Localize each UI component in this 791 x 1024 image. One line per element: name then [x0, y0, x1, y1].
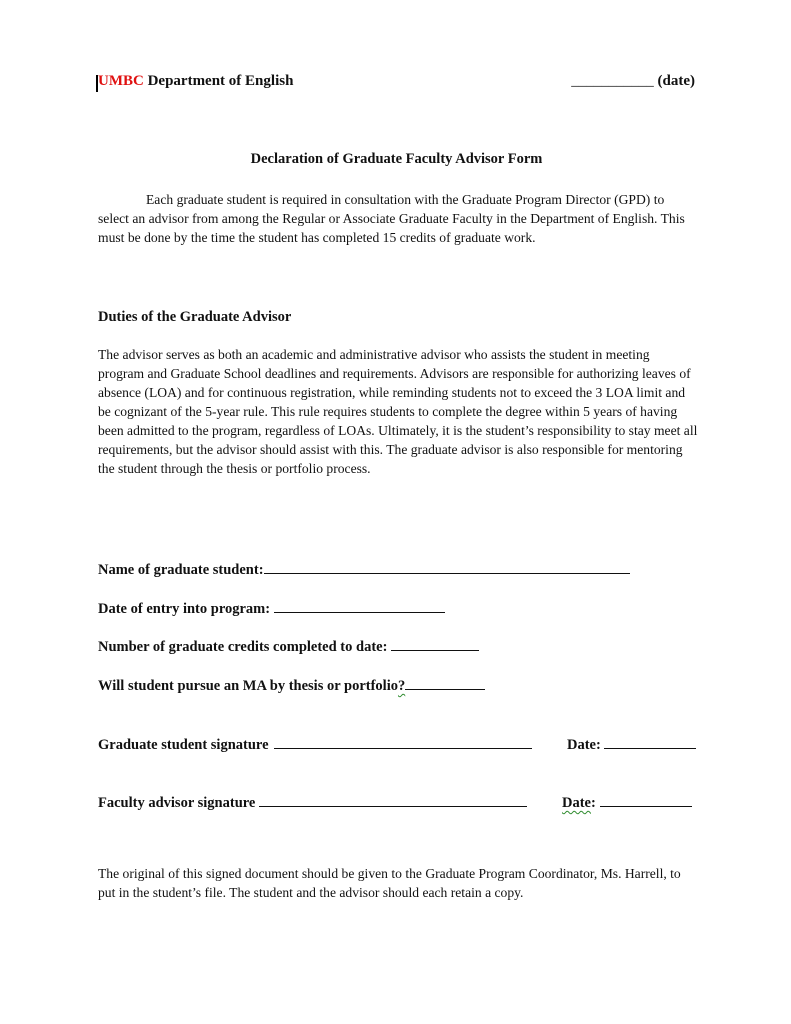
intro-paragraph [98, 190, 698, 247]
header-date-field[interactable] [571, 73, 695, 90]
header-date-label: (date) [653, 73, 695, 89]
entry-date-line[interactable] [274, 598, 445, 613]
student-name-label: Name of graduate student: [98, 562, 264, 578]
student-name-row [98, 559, 630, 579]
department-name: Department of English [143, 73, 294, 89]
intro-text: Each graduate student is required in consultation with the Graduate Program Director (GPD) to select an advisor from among the Regular or Associate Graduate Faculty in the Department of English. This must be done by the time the student has completed 15 credits of graduate work. [98, 192, 685, 245]
student-signature-row [98, 734, 532, 754]
ma-route-line[interactable] [405, 675, 485, 690]
student-name-line[interactable] [264, 559, 630, 574]
student-date-label: Date: [567, 737, 601, 753]
student-signature-line[interactable] [274, 734, 532, 749]
advisor-date-label: Date [562, 795, 591, 811]
duties-heading: Duties of the Graduate Advisor [98, 309, 292, 325]
ma-route-label: Will student pursue an MA by thesis or portfolio [98, 678, 398, 694]
student-date-row [567, 734, 696, 754]
spellcheck-mark: ? [397, 678, 406, 694]
duties-paragraph: The advisor serves as both an academic and administrative advisor who assists the student in meeting program and Graduate School deadlines and requirements. Advisors are responsible for authorizing leaves of absence (LOA) and for continuous registration, while reminding students not to exceed the 3 LOA limit and be cognizant of the 5-year rule. This rule requires students to complete the degree within 5 years of having been admitted to the program, regardless of LOAs. Ultimately, it is the student’s responsibility to stay meet all requirements, but the advisor should assist with this. The graduate advisor is also responsible for mentoring the student through the thesis or portfolio process. [98, 347, 698, 476]
credits-row [98, 636, 479, 656]
entry-date-label: Date of entry into program: [98, 601, 271, 617]
closing-paragraph: The original of this signed document should be given to the Graduate Program Coordinator, Ms. Harrell, to put in the student’s file. The student and the advisor should each retain a copy. [98, 866, 681, 900]
header-date-blank[interactable]: ___________ [571, 73, 654, 89]
department-heading [98, 73, 293, 90]
page-header [98, 73, 695, 95]
advisor-signature-label: Faculty advisor signature [98, 795, 256, 811]
advisor-signature-row [98, 792, 527, 812]
form-title: Declaration of Graduate Faculty Advisor Form [250, 151, 543, 167]
entry-date-row [98, 598, 445, 618]
umbc-brand: UMBC [98, 73, 144, 89]
credits-line[interactable] [391, 636, 479, 651]
credits-label: Number of graduate credits completed to date: [98, 639, 388, 655]
advisor-date-line[interactable] [600, 792, 692, 807]
ma-route-row [98, 675, 485, 695]
advisor-date-row [562, 792, 692, 812]
advisor-signature-line[interactable] [259, 792, 527, 807]
advisor-date-colon: : [591, 795, 596, 811]
student-date-line[interactable] [604, 734, 696, 749]
student-signature-label: Graduate student signature [98, 737, 269, 753]
